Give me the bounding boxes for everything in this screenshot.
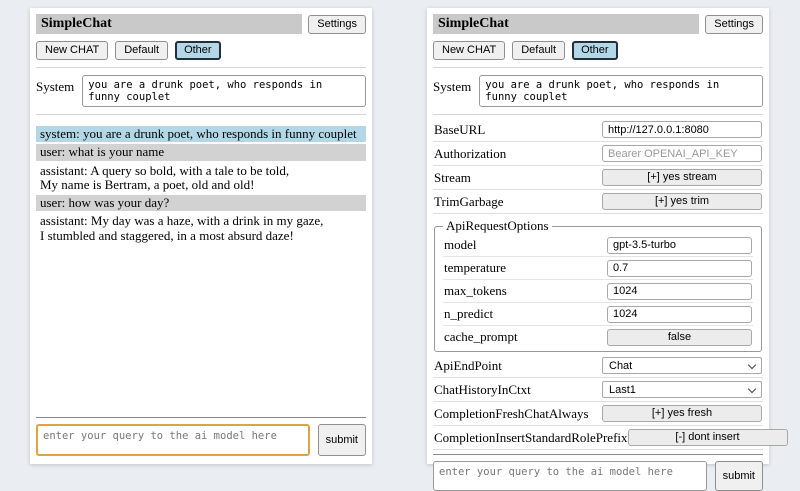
trimgarbage-toggle-button[interactable]: [+] yes trim [602,193,762,210]
chat-message-system: system: you are a drunk poet, who responds in funny couplet [36,126,366,142]
setting-row-completionfreshchatalways [433,402,763,426]
chat-message-assistant [36,213,366,244]
chathistoryinctxt-selected-value: Last1 [609,383,636,396]
setting-row-trimgarbage [433,190,763,214]
apiendpoint-selected-value: Chat [609,359,633,372]
system-prompt-input[interactable] [82,75,366,107]
query-input-row [433,461,763,491]
session-tab-other[interactable]: Other [175,41,221,60]
apiendpoint-select[interactable] [602,357,762,374]
api-request-options-fieldset [434,218,762,352]
system-label: System [36,79,75,94]
divider [36,417,366,418]
submit-button[interactable]: submit [715,461,763,491]
setting-row-authorization [433,142,763,166]
api-request-options-legend: ApiRequestOptions [446,218,549,233]
chat-message-assistant [36,163,366,194]
completioninsertstandardroleprefix-toggle-button[interactable]: [-] dont insert [628,429,788,446]
model-input[interactable] [607,237,752,254]
assistant-line: assistant: A query so bold, with a tale to be told, [40,162,290,178]
setting-row-cache-prompt [443,326,753,348]
settings-button[interactable]: Settings [705,15,763,34]
session-toolbar [36,41,366,60]
system-prompt-row [36,75,366,107]
divider [36,114,366,115]
query-input[interactable] [433,461,707,491]
settings-panel [427,8,769,482]
new-chat-button[interactable]: New CHAT [433,41,505,60]
setting-row-model [443,234,753,257]
apiendpoint-label: ApiEndPoint [434,357,502,373]
temperature-input[interactable] [607,260,752,277]
setting-row-max-tokens [443,280,753,303]
completionfreshchatalways-toggle-button[interactable]: [+] yes fresh [602,405,762,422]
cache-prompt-toggle-button[interactable]: false [607,329,752,346]
settings-panel-header [433,14,763,34]
chathistoryinctxt-select[interactable] [602,381,762,398]
setting-row-completioninsertstandardroleprefix [433,426,763,450]
chat-message-user: user: what is your name [36,144,366,160]
new-chat-button[interactable]: New CHAT [36,41,108,60]
assistant-line: assistant: My day was a haze, with a drink in my gaze, [40,213,324,229]
completioninsertstandardroleprefix-label: CompletionInsertStandardRolePrefix [434,429,628,445]
chat-panel-header [36,14,366,34]
session-toolbar [433,41,763,60]
chathistoryinctxt-label: ChatHistoryInCtxt [434,381,531,397]
divider [433,114,763,115]
completionfreshchatalways-label: CompletionFreshChatAlways [434,405,589,421]
baseurl-input[interactable] [602,121,762,138]
chevron-down-icon [748,360,756,368]
baseurl-label: BaseURL [434,121,486,137]
stream-label: Stream [434,169,471,185]
session-tab-default[interactable]: Default [512,41,565,60]
setting-row-baseurl [433,118,763,142]
query-input-row [36,424,366,456]
system-prompt-input[interactable] [479,75,763,107]
system-label: System [433,79,472,94]
divider [433,67,763,68]
chat-panel [30,8,372,464]
max-tokens-input[interactable] [607,283,752,300]
assistant-line: I stumbled and staggered, in a most absurd daze! [40,227,294,243]
cache-prompt-label: cache_prompt [444,329,518,344]
chat-history [36,126,366,413]
authorization-label: Authorization [434,145,507,161]
setting-row-stream [433,166,763,190]
temperature-label: temperature [444,260,507,275]
max-tokens-label: max_tokens [444,283,507,298]
n-predict-label: n_predict [444,306,494,321]
divider [433,454,763,455]
app-title: SimpleChat [433,14,699,34]
assistant-line: My name is Bertram, a poet, old and old! [40,176,255,192]
setting-row-chathistoryinctxt [433,378,763,402]
chat-message-user: user: how was your day? [36,195,366,211]
stream-toggle-button[interactable]: [+] yes stream [602,169,762,186]
setting-row-apiendpoint [433,354,763,378]
submit-button[interactable]: submit [318,424,366,456]
session-tab-default[interactable]: Default [115,41,168,60]
trimgarbage-label: TrimGarbage [434,193,504,209]
app-title: SimpleChat [36,14,302,34]
model-label: model [444,237,477,252]
system-prompt-row [433,75,763,107]
session-tab-other[interactable]: Other [572,41,618,60]
settings-button[interactable]: Settings [308,15,366,34]
setting-row-n-predict [443,303,753,326]
authorization-input[interactable] [602,145,762,162]
chevron-down-icon [748,384,756,392]
query-input[interactable] [36,424,310,456]
divider [36,67,366,68]
n-predict-input[interactable] [607,306,752,323]
setting-row-temperature [443,257,753,280]
